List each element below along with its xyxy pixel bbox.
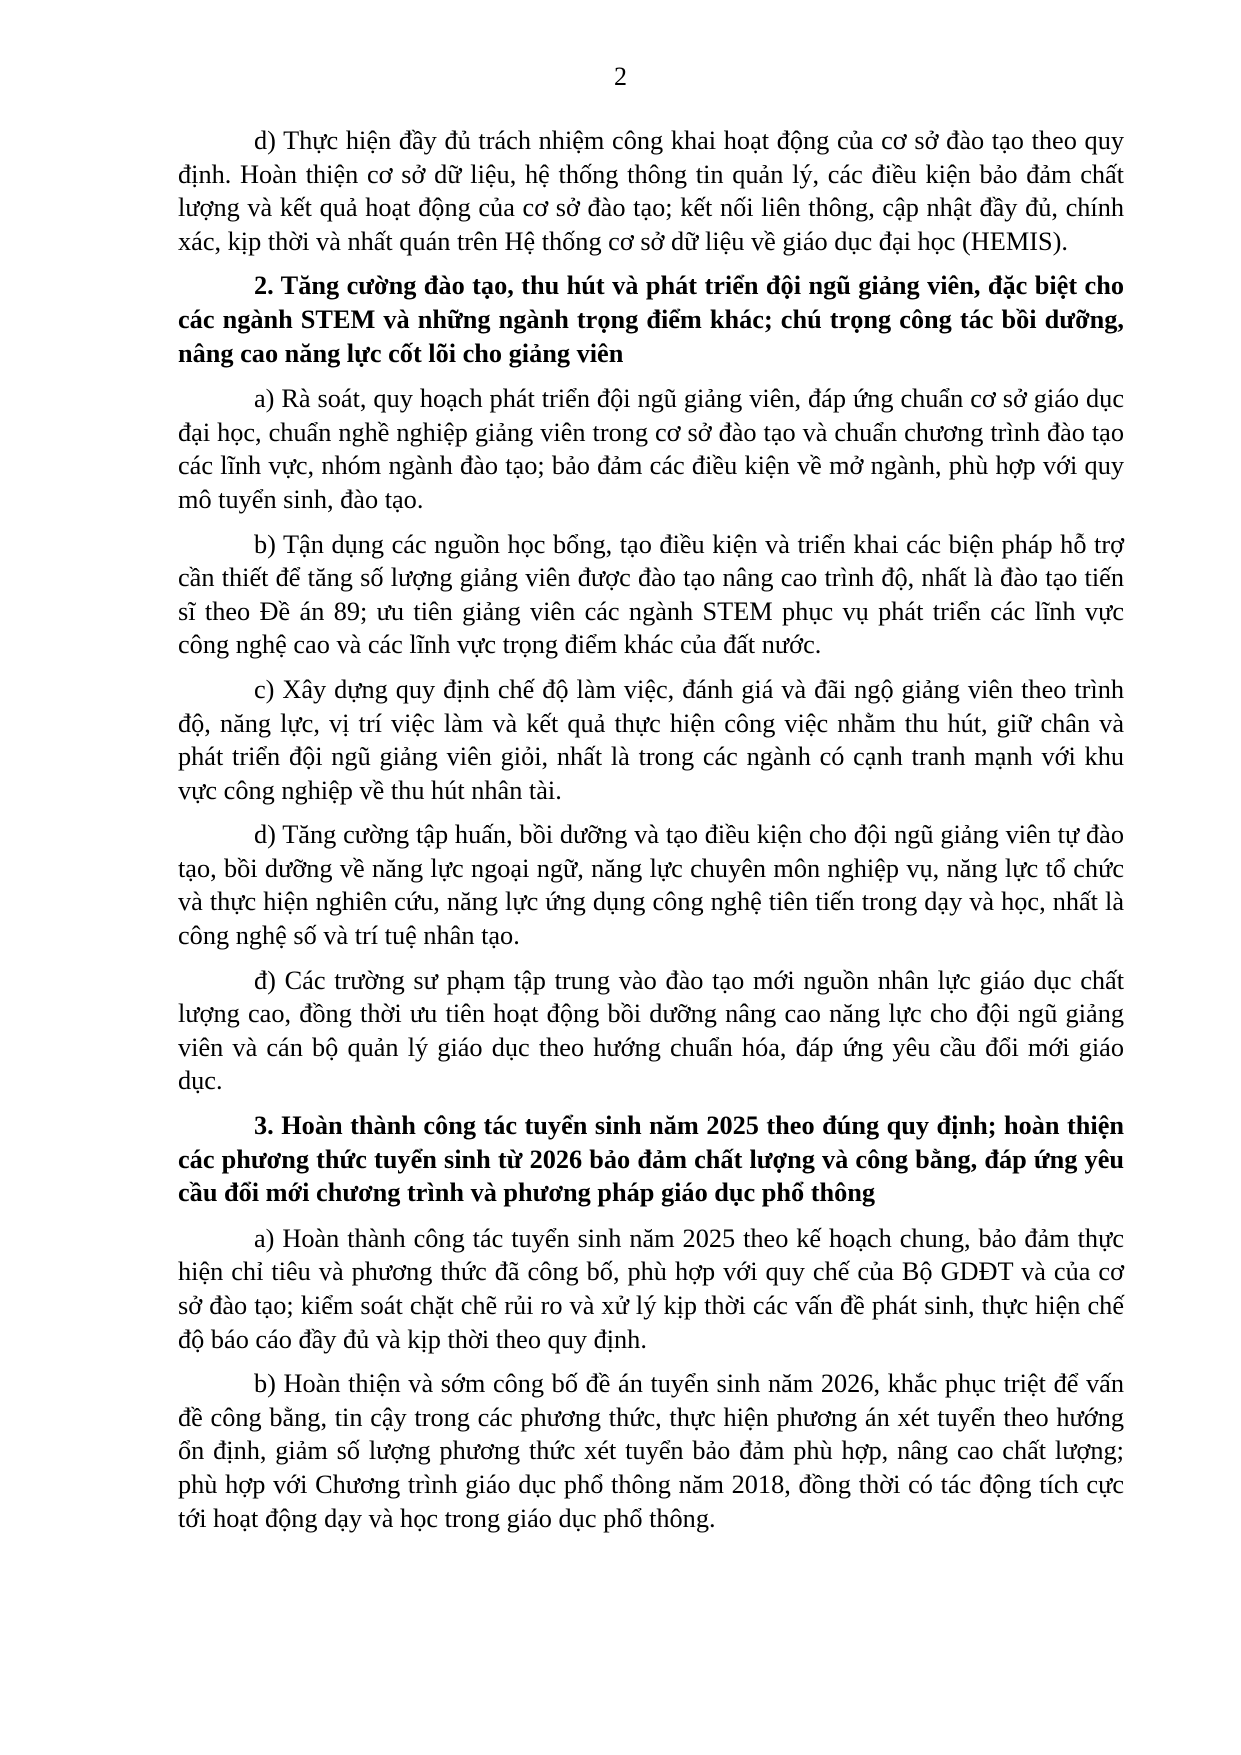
paragraph-2b: b) Tận dụng các nguồn học bổng, tạo điều kiện và triển khai các biện pháp hỗ trợ cần thiết để tăng số lượng giảng viên được đào tạo nâng cao trình độ, nhất là đào tạo tiến sĩ theo Đề án 89; ưu tiên giảng viên các ngành STEM phục vụ phát triển các lĩnh vực công nghệ cao và các lĩnh vực trọng điểm khác của đất nước. xyxy=(178,529,1124,660)
paragraph-2d: d) Tăng cường tập huấn, bồi dưỡng và tạo điều kiện cho đội ngũ giảng viên tự đào tạo, bồi dưỡng về năng lực ngoại ngữ, năng lực chuyên môn nghiệp vụ, năng lực tổ chức và thực hiện nghiên cứu, năng lực ứng dụng công nghệ tiên tiến trong dạy và học, nhất là công nghệ số và trí tuệ nhân tạo. xyxy=(178,820,1124,951)
paragraph-d-public-disclosure: d) Thực hiện đầy đủ trách nhiệm công khai hoạt động của cơ sở đào tạo theo quy định. Hoàn thiện cơ sở dữ liệu, hệ thống thông tin quản lý, các điều kiện bảo đảm chất lượng và kết quả hoạt động của cơ sở đào tạo; kết nối liên thông, cập nhật đầy đủ, chính xác, kịp thời và nhất quán trên Hệ thống cơ sở dữ liệu về giáo dục đại học (HEMIS). xyxy=(178,126,1124,256)
section-heading-2: 2. Tăng cường đào tạo, thu hút và phát triển đội ngũ giảng viên, đặc biệt cho các ngành STEM và những ngành trọng điểm khác; chú trọng công tác bồi dưỡng, nâng cao năng lực cốt lõi cho giảng viên xyxy=(178,271,1124,368)
paragraph-3a: a) Hoàn thành công tác tuyển sinh năm 2025 theo kế hoạch chung, bảo đảm thực hiện chỉ tiêu và phương thức đã công bố, phù hợp với quy chế của Bộ GDĐT và của cơ sở đào tạo; kiểm soát chặt chẽ rủi ro và xử lý kịp thời các vấn đề phát sinh, thực hiện chế độ báo cáo đầy đủ và kịp thời theo quy định. xyxy=(178,1223,1124,1354)
paragraph-2c: c) Xây dựng quy định chế độ làm việc, đánh giá và đãi ngộ giảng viên theo trình độ, năng lực, vị trí việc làm và kết quả thực hiện công việc nhằm thu hút, giữ chân và phát triển đội ngũ giảng viên giỏi, nhất là trong các ngành có cạnh tranh mạnh với khu vực công nghiệp về thu hút nhân tài. xyxy=(178,674,1124,805)
page-number: 2 xyxy=(614,62,627,91)
paragraph-3b: b) Hoàn thiện và sớm công bố đề án tuyển sinh năm 2026, khắc phục triệt để vấn đề công bằng, tin cậy trong các phương thức, thực hiện phương án xét tuyển theo hướng ổn định, giảm số lượng phương thức xét tuyển bảo đảm phù hợp, nâng cao chất lượng; phù hợp với Chương trình giáo dục phổ thông năm 2018, đồng thời có tác động tích cực tới hoạt động dạy và học trong giáo dục phổ thông. xyxy=(178,1369,1124,1533)
document-body xyxy=(178,124,1124,1546)
section-heading-3: 3. Hoàn thành công tác tuyển sinh năm 2025 theo đúng quy định; hoàn thiện các phương thức tuyển sinh từ 2026 bảo đảm chất lượng và công bằng, đáp ứng yêu cầu đổi mới chương trình và phương pháp giáo dục phổ thông xyxy=(178,1111,1124,1208)
paragraph-2dd: đ) Các trường sư phạm tập trung vào đào tạo mới nguồn nhân lực giáo dục chất lượng cao, đồng thời ưu tiên hoạt động bồi dưỡng nâng cao năng lực cho đội ngũ giảng viên và cán bộ quản lý giáo dục theo hướng chuẩn hóa, đáp ứng yêu cầu đổi mới giáo dục. xyxy=(178,965,1124,1096)
paragraph-2a: a) Rà soát, quy hoạch phát triển đội ngũ giảng viên, đáp ứng chuẩn cơ sở giáo dục đại học, chuẩn nghề nghiệp giảng viên trong cơ sở đào tạo và chuẩn chương trình đào tạo các lĩnh vực, nhóm ngành đào tạo; bảo đảm các điều kiện về mở ngành, phù hợp với quy mô tuyển sinh, đào tạo. xyxy=(178,384,1124,514)
